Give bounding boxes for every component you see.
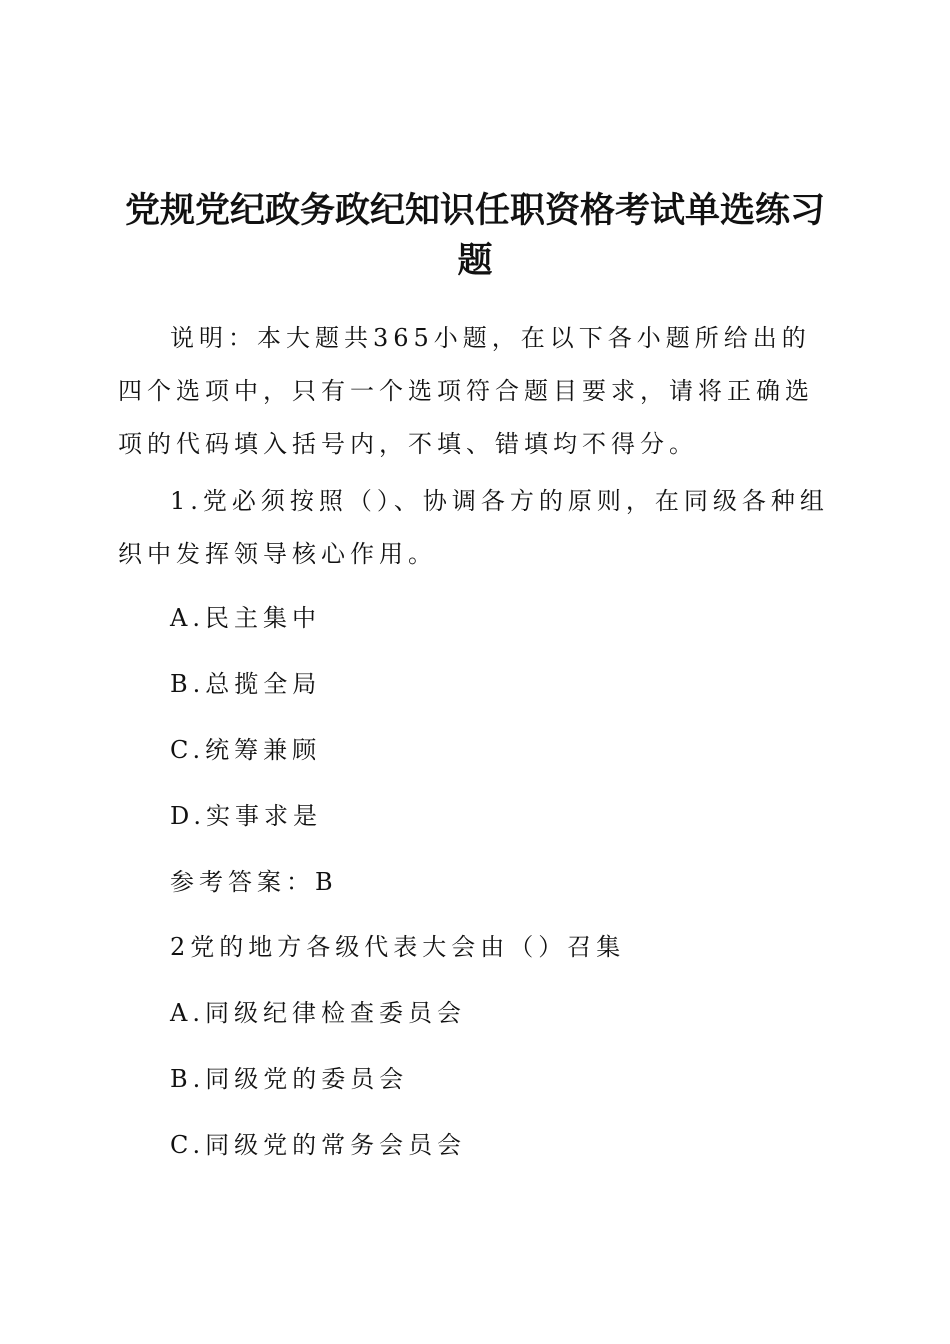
question-2-option-a: A.同级纪律检查委员会 [170, 999, 466, 1027]
question-2-option-c: C.同级党的常务会员会 [170, 1131, 467, 1159]
question-2-stem: 2党的地方各级代表大会由（）召集 [170, 933, 626, 961]
question-1-option-b: B.总揽全局 [170, 670, 322, 698]
question-2-option-b: B.同级党的委员会 [170, 1065, 409, 1093]
instructions-paragraph: 说明：本大题共365小题，在以下各小题所给出的四个选项中，只有一个选项符合题目要求，请将正确选项的代码填入括号内，不填、错填均不得分。 [118, 324, 814, 458]
question-1-option-c: C.统筹兼顾 [170, 736, 322, 764]
question-1-answer: 参考答案：B [170, 868, 338, 896]
document-title: 党规党纪政务政纪知识任职资格考试单选练习题 [124, 191, 825, 281]
question-1-option-d: D.实事求是 [170, 802, 323, 830]
question-1-option-a: A.民主集中 [170, 604, 321, 632]
question-1-stem: 1.党必须按照（）、协调各方的原则，在同级各种组织中发挥领导核心作用。 [118, 487, 829, 568]
